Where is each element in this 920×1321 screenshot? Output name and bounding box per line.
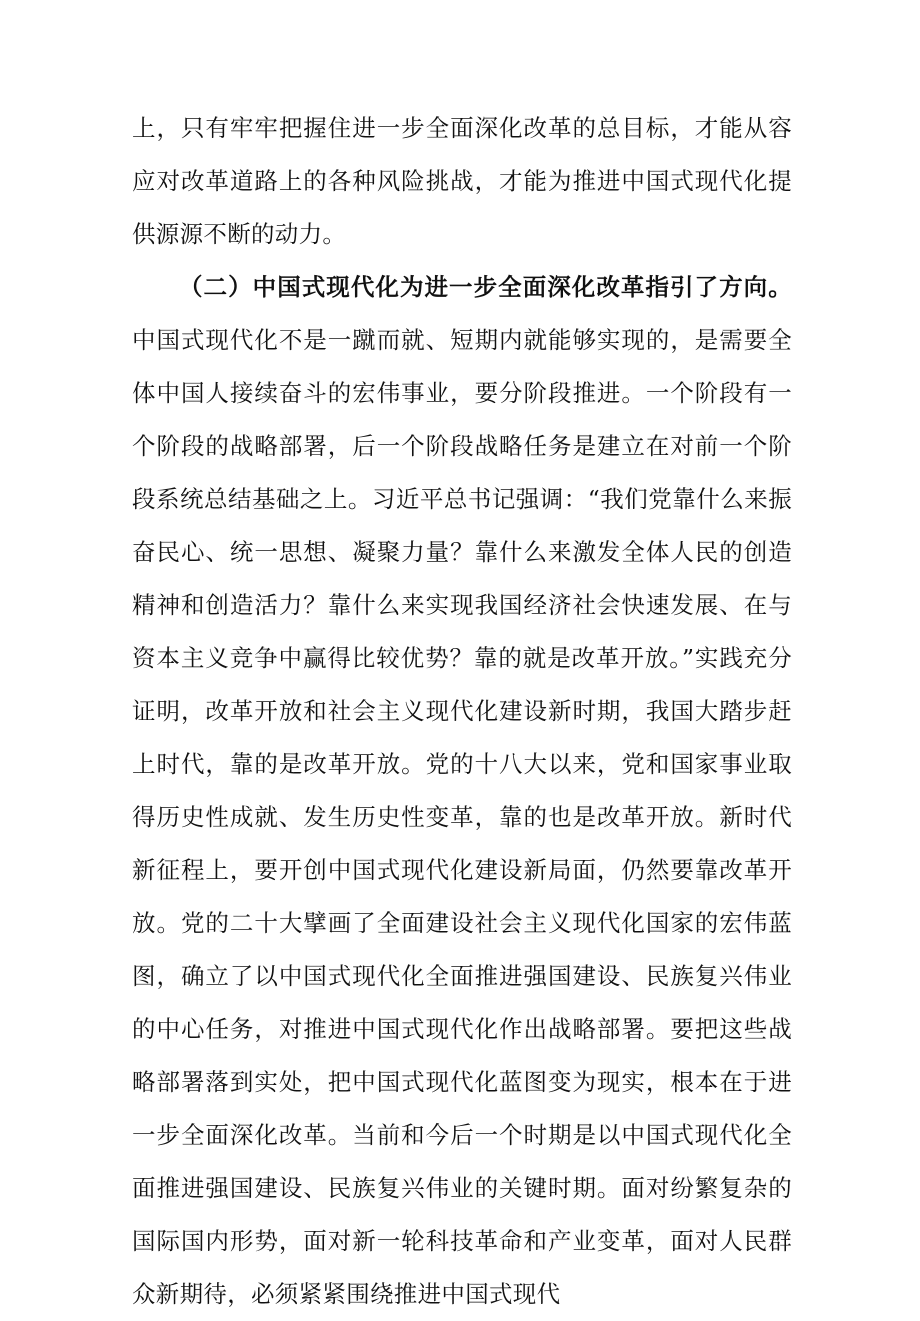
paragraph-continuation: 上，只有牢牢把握住进一步全面深化改革的总目标，才能从容应对改革道路上的各种风险挑战，才能为推进中国式现代化提供源源不断的动力。 [132,114,792,248]
paragraph-section-2 [132,261,792,1321]
section-body: 中国式现代化不是一蹴而就、短期内就能够实现的，是需要全体中国人接续奋斗的宏伟事业，要分阶段推进。一个阶段有一个阶段的战略部署，后一个阶段战略任务是建立在对前一个阶段系统总结基础之上。习近平总书记强调：“我们党靠什么来振奋民心、统一思想、凝聚力量？靠什么来激发全体人民的创造精神和创造活力？靠什么来实现我国经济社会快速发展、在与资本主义竞争中赢得比较优势？靠的就是改革开放。”实践充分证明，改革开放和社会主义现代化建设新时期，我国大踏步赶上时代，靠的是改革开放。党的十八大以来，党和国家事业取得历史性成就、发生历史性变革，靠的也是改革开放。新时代新征程上，要开创中国式现代化建设新局面，仍然要靠改革开放。党的二十大擘画了全面建设社会主义现代化国家的宏伟蓝图，确立了以中国式现代化全面推进强国建设、民族复兴伟业的中心任务，对推进中国式现代化作出战略部署。要把这些战略部署落到实处，把中国式现代化蓝图变为现实，根本在于进一步全面深化改革。当前和今后一个时期是以中国式现代化全面推进强国建设、民族复兴伟业的关键时期。面对纷繁复杂的国际国内形势，面对新一轮科技革命和产业变革，面对人民群众新期待，必须紧紧围绕推进中国式现代 [132,326,792,1308]
section-heading: （二）中国式现代化为进一步全面深化改革指引了方向。 [179,273,792,301]
